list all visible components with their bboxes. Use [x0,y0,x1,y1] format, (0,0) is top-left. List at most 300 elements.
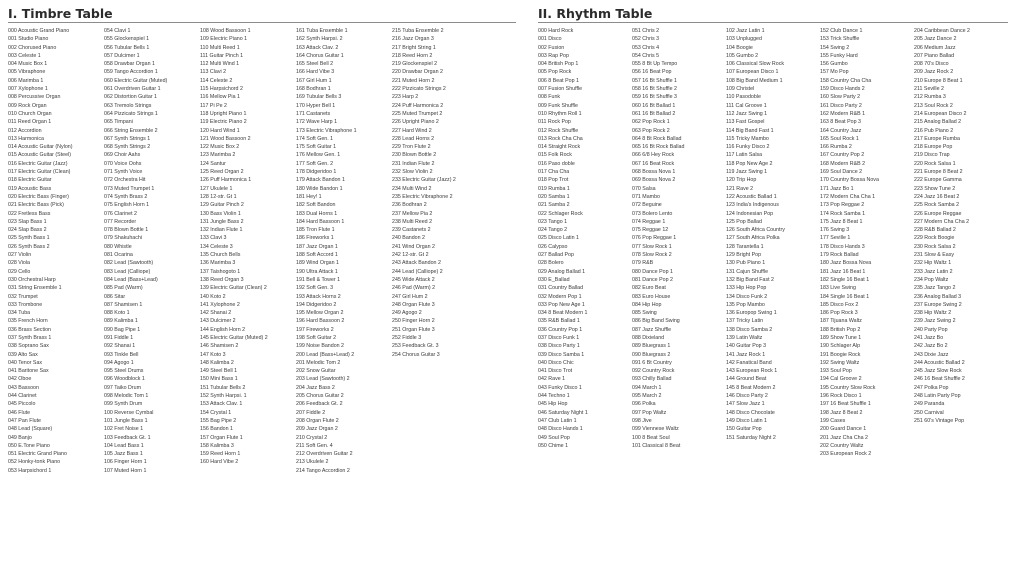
rhythm-entry: 137 Tricky Latin [726,318,764,325]
timbre-entry: 192 Soft Gen. 3 [296,285,334,292]
rhythm-entry: 044 Techno 1 [538,393,570,400]
rhythm-entry: 132 Big Band Fast 2 [726,276,774,283]
timbre-entry: 159 Reed Horn 1 [200,451,241,458]
rhythm-entry: 093 Chilly Ballad [632,376,672,383]
rhythm-entry: 074 Reggae 1 [632,218,666,225]
timbre-entry: 000 Acoustic Grand Piano [8,28,70,34]
rhythm-entry: 189 Show Tune 1 [820,334,862,341]
rhythm-column-3 [726,27,820,442]
timbre-entry: 221 Muted Horn 2 [392,77,435,84]
rhythm-entry: 140 Guitar Pop 3 [726,343,767,350]
timbre-entry: 090 Bag Pipe 1 [104,326,141,333]
rhythm-entry: 151 Saturday Night 2 [726,434,776,441]
rhythm-entry: 090 Bluegrass 2 [632,351,671,358]
rhythm-entry: 002 Fusion [538,44,565,51]
rhythm-entry: 127 South Africa Polka [726,235,780,242]
rhythm-entry: 158 Country Cha Cha [820,77,872,84]
timbre-entry: 002 Chorused Piano [8,44,57,51]
rhythm-entry: 062 Pop Rock 1 [632,119,670,126]
timbre-entry: 235 Electric Vibraphone 2 [392,193,453,200]
timbre-entry: 187 Jazz Organ 1 [296,243,338,250]
timbre-entry: 124 Santur [200,160,226,167]
timbre-entry: 080 Whistle [104,243,132,250]
timbre-entry: 219 Glockenspiel 2 [392,61,438,68]
rhythm-entry: 178 Disco Hands 3 [820,243,865,250]
timbre-entry: 154 Crystal 1 [200,409,232,416]
timbre-entry: 062 Distortion Guitar 1 [104,94,157,101]
timbre-entry: 172 Wave Harp 1 [296,119,338,126]
timbre-entry: 152 Synth Harpsi. 1 [200,393,247,400]
rhythm-entry: 133 Hip Hop Pop [726,285,767,292]
timbre-entry: 078 Blown Bottle 1 [104,227,149,234]
rhythm-entry: 096 Polka [632,401,656,408]
rhythm-entry: 040 Disco Chic [538,359,574,366]
rhythm-entry: 179 Rock Ballad [820,252,859,259]
timbre-entry: 101 Jungle Bass 1 [104,417,148,424]
timbre-entry: 163 Attack Clav. 2 [296,44,339,51]
timbre-entry: 147 Koto 3 [200,351,226,358]
timbre-entry: 060 Electric Guitar (Muted) [104,77,168,84]
rhythm-entry: 016 Paso doble [538,160,575,167]
rhythm-entry: 236 Analog Ballad 3 [914,293,962,300]
rhythm-entry: 059 16 Bt Shuffle 3 [632,94,677,101]
timbre-entry: 128 12-str. Gt 1 [200,193,237,200]
timbre-entry: 073 Muted Trumpet 1 [104,185,155,192]
timbre-entry: 113 Clavi 2 [200,69,227,76]
rhythm-entry: 210 Europe 8 Beat 1 [914,77,963,84]
timbre-entry: 092 Shanai 1 [104,343,136,350]
rhythm-entry: 100 8 Beat Soul [632,434,670,441]
timbre-entry: 068 Synth Strings 2 [104,144,151,151]
timbre-entry: 220 Drawbar Organ 2 [392,69,443,76]
rhythm-entry: 200 Guard Dance 1 [820,426,867,433]
timbre-entry: 127 Ukulele 1 [200,185,233,192]
timbre-entry: 021 Electric Bass (Pick) [8,202,64,209]
rhythm-entry: 247 Polka Pop [914,384,949,391]
rhythm-entry: 239 Jazz Swing 2 [914,318,956,325]
timbre-entry: 018 Electric Guitar [8,177,52,184]
timbre-entry: 077 Recorder [104,218,137,225]
timbre-entry: 234 Multi Wind 2 [392,185,432,192]
timbre-entry: 074 Synth Brass 2 [104,193,148,200]
rhythm-entry: 229 Rock Boogie [914,235,955,242]
timbre-entry: 109 Electric Piano 1 [200,36,248,43]
rhythm-entry: 238 Hip Waltz 2 [914,310,952,317]
rhythm-entry: 157 Mo Pop [820,69,849,76]
timbre-entry: 194 Didgeridoo 2 [296,301,337,308]
timbre-entry: 061 Overdriven Guitar 1 [104,86,161,93]
timbre-entry: 212 Overdriven Guitar 2 [296,451,353,458]
timbre-entry: 032 Trumpet [8,293,38,300]
timbre-entry: 004 Music Box 1 [8,61,48,68]
timbre-entry: 217 Bright String 1 [392,44,436,51]
timbre-entry: 047 Pan Flute [8,417,41,424]
timbre-entry: 006 Marimba 1 [8,77,44,84]
rhythm-entry: 111 Cal Groove 1 [726,102,767,109]
timbre-entry: 118 Upright Piano 1 [200,110,247,117]
timbre-entry: 106 Finger Horn 1 [104,459,147,466]
rhythm-entry: 053 Chris 4 [632,44,660,51]
timbre-entry: 229 Tron Flute 2 [392,144,431,151]
rhythm-entry: 131 Cajun Shuffle [726,268,769,275]
timbre-entry: 151 Tubular Bells 2 [200,384,246,391]
rhythm-entry: 124 Indonesian Pop [726,210,774,217]
rhythm-entry: 018 Pop Trot [538,177,569,184]
rhythm-entry: 202 Country Waltz [820,442,864,449]
rhythm-entry: 243 Dixie Jazz [914,351,949,358]
timbre-entry: 156 Bandon 1 [200,426,233,433]
timbre-entry: 210 Crystal 2 [296,434,328,441]
timbre-entry: 122 Music Box 2 [200,144,240,151]
rhythm-entry: 022 Schlager Rock [538,210,583,217]
rhythm-entry: 114 Big Band Fast 1 [726,127,774,134]
rhythm-entry: 211 Seville 2 [914,86,944,93]
timbre-entry: 186 Fireworks 1 [296,235,334,242]
timbre-entry: 125 Reed Organ 2 [200,169,244,176]
timbre-entry: 188 Soft Accord 1 [296,252,338,259]
timbre-entry: 193 Attack Horns 2 [296,293,341,300]
rhythm-entry: 176 Swing 3 [820,227,850,234]
rhythm-entry: 009 Funk Shuffle [538,102,578,109]
timbre-entry: 023 Slap Bass 1 [8,218,47,225]
rhythm-entry: 233 Jazz Latin 2 [914,268,953,275]
timbre-entry: 053 Harpsichord 1 [8,467,52,474]
rhythm-entry: 251 60's Vintage Pop [914,417,965,424]
rhythm-entry: 060 16 Bt Ballad 1 [632,102,676,109]
rhythm-entry: 036 Country Pop 1 [538,326,583,333]
rhythm-entry: 003 Rap Pop [538,52,569,59]
timbre-entry: 064 Pizzicato Strings 1 [104,110,158,117]
rhythm-entry: 094 March 1 [632,384,662,391]
timbre-entry: 195 Mellow Organ 2 [296,310,344,317]
rhythm-entry: 168 Modern R&B 2 [820,160,866,167]
rhythm-entry: 227 Modern Cha Cha 2 [914,218,970,225]
timbre-entry: 042 Oboe [8,376,32,383]
rhythm-entry: 055 8 Bt Up Tempo [632,61,678,68]
timbre-entry: 176 Mellow Gen. 1 [296,152,341,159]
timbre-entry: 225 Muted Trumpet 2 [392,110,443,117]
timbre-entry: 079 Shakuhachi [104,235,142,242]
rhythm-entry: 156 Gumbo [820,61,848,68]
timbre-entry: 057 Dulcimer 1 [104,52,140,59]
timbre-column-5 [392,27,488,359]
timbre-entry: 036 Brass Section [8,326,51,333]
timbre-entry: 010 Church Organ [8,110,52,117]
timbre-entry: 184 Hard Bassoon 1 [296,218,345,225]
timbre-entry: 150 Mini Bass 1 [200,376,238,383]
rhythm-entry: 209 Jazz Rock 2 [914,69,954,76]
rhythm-entry: 115 Tricky Mambo [726,135,769,142]
rhythm-entry: 228 R&B Ballad 2 [914,227,956,234]
rhythm-entry: 138 Disco Samba 2 [726,326,773,333]
rhythm-entry: 097 Pop Waltz [632,409,667,416]
rhythm-entry: 122 Acoustic Ballad 1 [726,193,777,200]
timbre-entry: 201 Melodic Tom 2 [296,359,341,366]
rhythm-entry: 024 Tango 2 [538,227,568,234]
rhythm-entry: 031 Country Ballad [538,285,584,292]
rhythm-entry: 190 Schlager Alp [820,343,861,350]
timbre-entry: 065 Timpani [104,119,133,126]
timbre-entry: 114 Celeste 2 [200,77,233,84]
rhythm-entry: 068 Bossa Nova 1 [632,169,676,176]
timbre-entry: 027 Violin [8,252,32,259]
rhythm-entry: 045 Hip Hop [538,401,568,408]
timbre-entry: 066 String Ensemble 2 [104,127,158,134]
rhythm-entry: 013 Rock Cha Cha [538,135,583,142]
timbre-entry: 015 Acoustic Guitar (Steel) [8,152,72,159]
timbre-entry: 086 Sitar [104,293,126,300]
rhythm-entry: 159 Disco Hands 2 [820,86,865,93]
rhythm-entry: 119 Jazz Swing 1 [726,169,768,176]
rhythm-entry: 010 Rhythm Roll 1 [538,110,582,117]
rhythm-entry: 032 Modern Pop 1 [538,293,582,300]
rhythm-table-columns [530,27,1012,585]
timbre-entry: 196 Hard Bassoon 2 [296,318,345,325]
timbre-entry: 218 Reed Horn 2 [392,52,433,59]
timbre-entry: 098 Melodic Tom 1 [104,393,149,400]
rhythm-entry: 212 Rumba 3 [914,94,946,101]
rhythm-entry: 240 Party Pop [914,326,948,333]
timbre-entry: 008 Percussive Organ [8,94,61,101]
timbre-entry: 153 Attack Clav. 1 [200,401,243,408]
rhythm-entry: 030 E_Ballad [538,276,570,283]
rhythm-entry: 193 Soul Pop [820,368,852,375]
rhythm-entry: 139 Latin Waltz [726,334,763,341]
timbre-entry: 197 Fireworks 2 [296,326,334,333]
timbre-entry: 058 Drawbar Organ 1 [104,61,155,68]
rhythm-entry: 049 Soul Pop [538,434,570,441]
rhythm-entry: 153 Trick Shuffle [820,36,860,43]
timbre-entry: 203 Lead (Sawtooth) 2 [296,376,350,383]
rhythm-entry: 041 Disco Trot [538,368,573,375]
timbre-entry: 020 Electric Bass (Finger) [8,193,69,200]
rhythm-entry: 235 Jazz Tango 2 [914,285,956,292]
rhythm-entry: 073 Bolero Lento [632,210,673,217]
timbre-entry: 249 Agogo 2 [392,310,422,317]
timbre-entry: 115 Harpsichord 2 [200,86,243,93]
rhythm-entry: 083 Euro House [632,293,671,300]
timbre-entry: 039 Alto Sax [8,351,38,358]
timbre-entry: 207 Fiddle 2 [296,409,326,416]
timbre-entry: 035 French Horn [8,318,48,325]
timbre-entry: 190 Ultra Attack 1 [296,268,338,275]
rhythm-entry: 163 8 Beat Pop 3 [820,119,861,126]
rhythm-entry: 141 Jazz Rock 1 [726,351,766,358]
rhythm-entry: 162 Modern R&B 1 [820,110,866,117]
rhythm-entry: 206 Medium Jazz [914,44,956,51]
timbre-entry: 209 Jazz Organ 2 [296,426,338,433]
timbre-entry: 005 Vibraphone [8,69,46,76]
rhythm-entry: 219 Disco Trap [914,152,950,159]
rhythm-entry: 161 Disco Party 2 [820,102,862,109]
rhythm-entry: 065 16 Bt Rock Ballad [632,144,685,151]
rhythm-entry: 130 Pub Piano 1 [726,260,766,267]
timbre-entry: 211 Soft Gen. 4 [296,442,333,449]
timbre-entry: 245 Wide Attack 2 [392,276,435,283]
rhythm-entry: 145 8 Beat Modern 2 [726,384,776,391]
timbre-entry: 048 Lead (Square) [8,426,53,433]
timbre-entry: 056 Tubular Bells 1 [104,44,150,51]
rhythm-entry: 066 6/8 Hey Rock [632,152,675,159]
timbre-entry: 237 Mellow Pia 2 [392,210,433,217]
timbre-entry: 094 Agogo 1 [104,359,134,366]
timbre-entry: 157 Organ Flute 1 [200,434,243,441]
timbre-entry: 108 Wood Bassoon 1 [200,28,251,34]
timbre-entry: 236 Bodhran 2 [392,202,427,209]
timbre-entry: 111 Guitar Pinch 1 [200,52,244,59]
timbre-entry: 241 Wind Organ 2 [392,243,435,250]
rhythm-entry: 082 Euro Beat [632,285,666,292]
rhythm-entry: 199 Cases [820,417,846,424]
rhythm-entry: 078 Slow Rock 2 [632,252,672,259]
rhythm-entry: 109 Christel [726,86,755,93]
timbre-entry: 019 Acoustic Bass [8,185,52,192]
rhythm-entry: 015 Folk Rock [538,152,572,159]
timbre-title-rule [8,22,516,23]
rhythm-entry: 012 Rock Shuffle [538,127,579,134]
timbre-entry: 071 Synth Voice [104,169,143,176]
rhythm-entry: 106 Classical Slow Rock [726,61,784,68]
rhythm-entry: 164 Country Jazz [820,127,862,134]
timbre-entry: 112 Multi Wind 1 [200,61,240,68]
timbre-entry: 022 Fretless Bass [8,210,51,217]
rhythm-entry: 215 Analog Ballad 2 [914,119,962,126]
rhythm-entry: 129 Bright Pop [726,252,762,259]
rhythm-entry: 088 Dixieland [632,334,665,341]
timbre-entry: 033 Trombone [8,301,43,308]
rhythm-entry: 142 Fanatical Band [726,359,772,366]
timbre-entry: 099 Synth Drum [104,401,143,408]
rhythm-entry: 103 Unplugged [726,36,762,43]
rhythm-entry: 134 Disco Funk 2 [726,293,768,300]
timbre-entry: 215 Tuba Ensemble 2 [392,28,444,34]
timbre-entry: 103 Feedback Gt. 1 [104,434,151,441]
rhythm-entry: 116 Funky Disco 2 [726,144,770,151]
rhythm-entry: 005 Pop Rock [538,69,572,76]
timbre-entry: 166 Hard Vibe 3 [296,69,335,76]
timbre-entry: 161 Tuba Ensemble 1 [296,28,348,34]
timbre-entry: 046 Flute [8,409,31,416]
rhythm-entry: 011 Rock Pop [538,119,571,126]
timbre-entry: 040 Tenor Sax [8,359,43,366]
rhythm-entry: 084 Hip Hop [632,301,662,308]
timbre-entry: 158 Kalimba 3 [200,442,234,449]
rhythm-entry: 089 Bluegrass 1 [632,343,671,350]
timbre-entry: 087 Shamisen 1 [104,301,143,308]
rhythm-entry: 197 16 Beat Shuffle 1 [820,401,871,408]
timbre-entry: 240 Bandon 2 [392,235,425,242]
timbre-entry: 026 Synth Bass 2 [8,243,50,250]
timbre-entry: 083 Lead (Calliope) [104,268,151,275]
timbre-entry: 016 Electric Guitar (Jazz) [8,160,68,167]
timbre-entry: 139 Electric Guitar (Clean) 2 [200,285,267,292]
timbre-entry: 200 Lead (Bass+Lead) 2 [296,351,355,358]
rhythm-entry: 051 Chris 2 [632,28,660,34]
rhythm-entry: 213 Soul Rock 2 [914,102,953,109]
rhythm-entry: 221 Europe 8 Beat 2 [914,169,963,176]
rhythm-entry: 034 8 Beat Modern 1 [538,310,588,317]
timbre-entry: 104 Lead Bass 1 [104,442,144,449]
rhythm-entry: 121 Rave 2 [726,185,754,192]
rhythm-entry: 181 Jazz 16 Beat 1 [820,268,866,275]
rhythm-table-title: II. Rhythm Table [538,6,653,21]
timbre-entry: 232 Slow Violin 2 [392,169,433,176]
timbre-entry: 031 String Ensemble 1 [8,285,62,292]
timbre-entry: 049 Banjo [8,434,32,441]
timbre-entry: 105 Jazz Bass 1 [104,451,143,458]
rhythm-entry: 198 Jazz 8 Beat 2 [820,409,863,416]
rhythm-entry: 056 16 Beat Pop [632,69,672,76]
timbre-entry: 205 Chorus Guitar 2 [296,393,344,400]
timbre-entry: 170 Hyper Bell 1 [296,102,336,109]
rhythm-entry: 120 Trip Hop [726,177,757,184]
rhythm-entry: 091 6 Bt Country [632,359,672,366]
rhythm-entry: 035 R&B Ballad 1 [538,318,580,325]
rhythm-entry: 128 Tarantella 1 [726,243,764,250]
timbre-entry: 191 Bell & Tower 1 [296,276,341,283]
rhythm-entry: 185 Disco Fox 2 [820,301,859,308]
rhythm-entry: 231 Slow & Easy [914,252,955,259]
timbre-entry: 075 English Horn 1 [104,202,150,209]
timbre-entry: 121 Wood Bassoon 2 [200,135,251,142]
rhythm-entry: 087 Jazz Shuffle [632,326,672,333]
rhythm-entry: 167 Country Pop 2 [820,152,865,159]
rhythm-entry: 019 Rumba 1 [538,185,570,192]
timbre-entry: 007 Xylophone 1 [8,86,48,93]
timbre-entry: 204 Jazz Bass 2 [296,384,335,391]
rhythm-entry: 194 Cal Groove 2 [820,376,862,383]
timbre-entry: 131 Jungle Bass 2 [200,218,244,225]
rhythm-entry: 180 Jazz Bossa Nova [820,260,872,267]
timbre-entry: 173 Electric Vibraphone 1 [296,127,357,134]
rhythm-entry: 113 Fast Gospel [726,119,765,126]
timbre-entry: 178 Didgeridoo 1 [296,169,337,176]
rhythm-entry: 186 Pop Rock 3 [820,310,858,317]
timbre-entry: 052 Honky-tonk Piano [8,459,61,466]
rhythm-entry: 061 16 Bt Ballad 2 [632,110,676,117]
timbre-table-title: I. Timbre Table [8,6,113,21]
timbre-entry: 242 12-str. Gt 2 [392,252,429,259]
rhythm-entry: 203 European Rock 2 [820,451,872,458]
rhythm-entry: 043 Funky Disco 1 [538,384,582,391]
rhythm-entry: 143 European Rock 1 [726,368,778,375]
rhythm-entry: 205 Jazz Dance 2 [914,36,957,43]
timbre-entry: 149 Steel Bell 1 [200,368,238,375]
rhythm-entry: 038 Disco Party 1 [538,343,580,350]
rhythm-entry: 244 Acoustic Ballad 2 [914,359,965,366]
rhythm-entry: 099 Viennese Waltz [632,426,679,433]
rhythm-entry: 146 Disco Party 2 [726,393,768,400]
timbre-column-2 [104,27,200,475]
timbre-entry: 162 Synth Harpsi. 2 [296,36,343,43]
timbre-entry: 216 Jazz Organ 3 [392,36,434,43]
rhythm-column-1 [538,27,632,450]
rhythm-entry: 192 Swing Waltz [820,359,860,366]
timbre-entry: 044 Clarinet [8,393,37,400]
timbre-entry: 199 Noise Bandon 2 [296,343,345,350]
timbre-entry: 160 Hard Vibe 2 [200,459,239,466]
timbre-entry: 135 Church Bells [200,252,241,259]
rhythm-entry: 204 Caribbean Dance 2 [914,28,970,34]
timbre-entry: 230 Blown Bottle 2 [392,152,437,159]
rhythm-entry: 144 Ground Beat [726,376,767,383]
rhythm-entry: 220 Rock Salsa 1 [914,160,956,167]
timbre-entry: 082 Lead (Sawtooth) [104,260,154,267]
rhythm-entry: 184 Single 16 Beat 1 [820,293,870,300]
timbre-column-3 [200,27,296,467]
rhythm-entry: 046 Saturday Night 1 [538,409,588,416]
timbre-entry: 177 Soft Gen. 2 [296,160,334,167]
